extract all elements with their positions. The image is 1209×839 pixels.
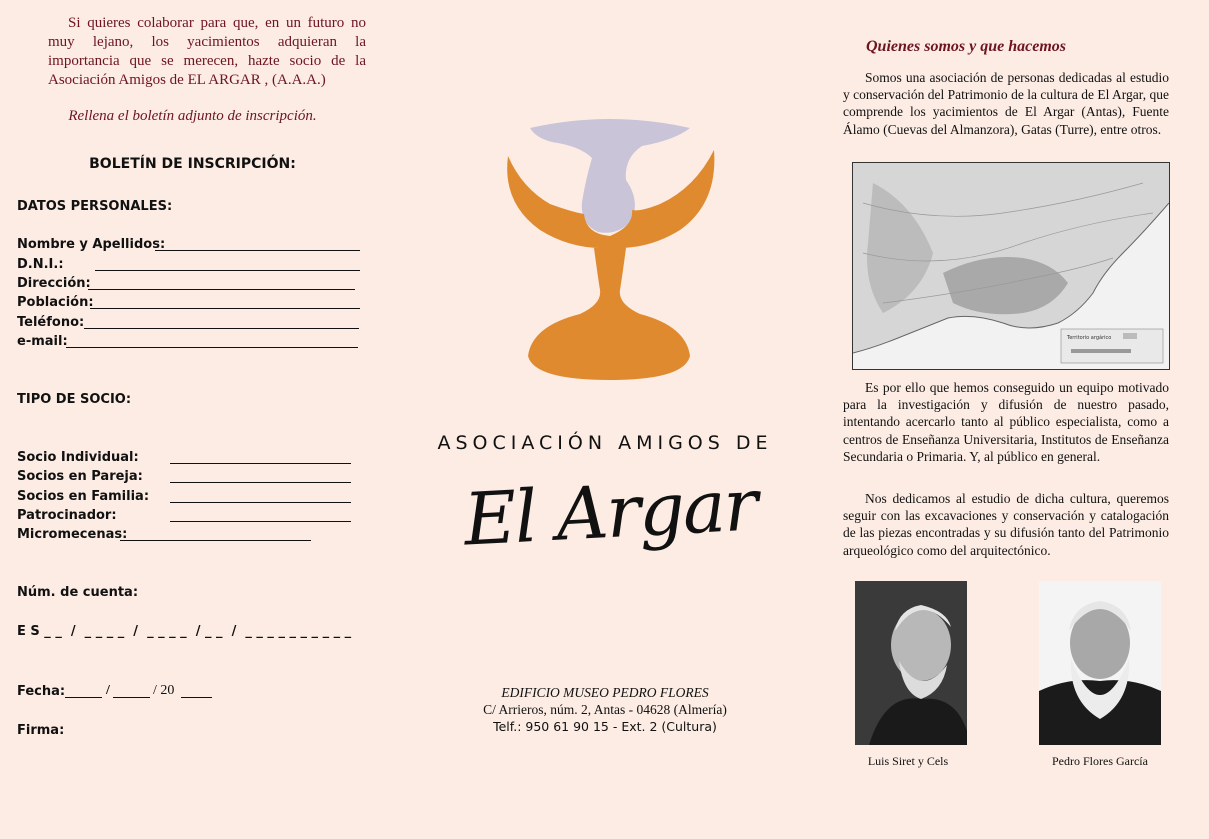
map-legend-text: Territorio argárico: [1067, 335, 1112, 341]
address-line3: Telf.: 950 61 90 15 - Ext. 2 (Cultura): [493, 719, 717, 734]
fecha-month-line: [113, 697, 150, 698]
brand-wordmark: El Argar: [461, 462, 759, 562]
field-label: D.N.I.:: [17, 257, 64, 272]
tipo-title: TIPO DE SOCIO:: [17, 392, 132, 407]
field-label: Nombre y Apellidos:: [17, 237, 166, 252]
paragraph-2: Es por ello que hemos conseguido un equipo motivado para la investigación y difusión de nuestro pasado, intentando acercarlo tanto al público especialista, como a centros de Enseñanza Universitaria, Institutos de Enseñanza Secundaria o Primaria. Y, al público en general.: [843, 380, 1169, 464]
field-label: e-mail:: [17, 334, 68, 349]
socio-line: [170, 521, 351, 522]
field-label: Teléfono:: [17, 315, 85, 330]
cup-logo: [500, 118, 720, 383]
fecha-year-line: [181, 697, 212, 698]
socio-line: [170, 502, 351, 503]
socio-label: Socios en Familia:: [17, 489, 150, 504]
field-line: [84, 328, 359, 329]
field-label: Población:: [17, 295, 94, 310]
firma-label: Firma:: [17, 723, 65, 738]
map-image: [852, 162, 1170, 370]
intro-text: Si quieres colaborar para que, en un futuro no muy lejano, los yacimientos adquieran la importancia que se merecen, hazte socio de la Asociación Amigos de EL ARGAR , (A.A.A.): [48, 15, 366, 88]
address-line2: C/ Arrieros, núm. 2, Antas - 04628 (Almería): [483, 702, 727, 717]
socio-label: Patrocinador:: [17, 508, 117, 523]
photo-luis-siret: [855, 581, 967, 745]
cuenta-input[interactable]: E S _ _ / _ _ _ _ / _ _ _ _ / _ _ / _ _ _ _ _ _ _ _ _ _: [17, 624, 352, 639]
field-line: [66, 347, 358, 348]
map-legend-swatch: [1123, 333, 1137, 339]
caption-pedro-flores: Pedro Flores García: [1052, 754, 1148, 768]
cuenta-title: Núm. de cuenta:: [17, 585, 139, 600]
caption-luis-siret: Luis Siret y Cels: [867, 754, 949, 768]
assoc-title: ASOCIACIÓN AMIGOS DE: [437, 432, 773, 454]
field-line: [155, 250, 360, 251]
form-title: BOLETÍN DE INSCRIPCIÓN:: [89, 156, 296, 172]
logo-stem-orange: [528, 248, 690, 380]
section-heading: Quienes somos y que hacemos: [866, 38, 1066, 55]
socio-label: Socios en Pareja:: [17, 469, 143, 484]
field-line: [95, 270, 360, 271]
socio-label: Micromecenas:: [17, 527, 128, 542]
socio-line: [170, 482, 351, 483]
field-line: [88, 289, 355, 290]
address-block: [405, 684, 805, 735]
fecha-year: / 20: [153, 683, 175, 698]
paragraph-3: Nos dedicamos al estudio de dicha cultura, queremos seguir con las excavaciones y conservación y catalogación de las piezas encontradas y su difusión tanto del Patrimonio arqueológico como del arquitectónico.: [843, 491, 1169, 558]
fecha-label: Fecha:: [17, 684, 66, 699]
socio-line: [170, 463, 351, 464]
paragraph-1: Somos una asociación de personas dedicadas al estudio y conservación del Patrimonio de la cultura de El Argar, que comprende los yacimientos de El Argar (Antas), Fuente Álamo (Cuevas del Almanzora), Gatas (Turre), entre otros.: [843, 70, 1169, 137]
fill-note: Rellena el boletín adjunto de inscripción.: [68, 108, 317, 124]
fecha-day-line: [65, 697, 102, 698]
fecha-sep: /: [106, 683, 110, 698]
field-line: [90, 308, 360, 309]
address-line1: EDIFICIO MUSEO PEDRO FLORES: [501, 685, 709, 700]
datos-title: DATOS PERSONALES:: [17, 199, 173, 214]
field-label: Dirección:: [17, 276, 91, 291]
photo-pedro-flores: [1039, 581, 1161, 745]
socio-line: [120, 540, 311, 541]
map-scale-bar: [1071, 349, 1131, 353]
socio-label: Socio Individual:: [17, 450, 139, 465]
